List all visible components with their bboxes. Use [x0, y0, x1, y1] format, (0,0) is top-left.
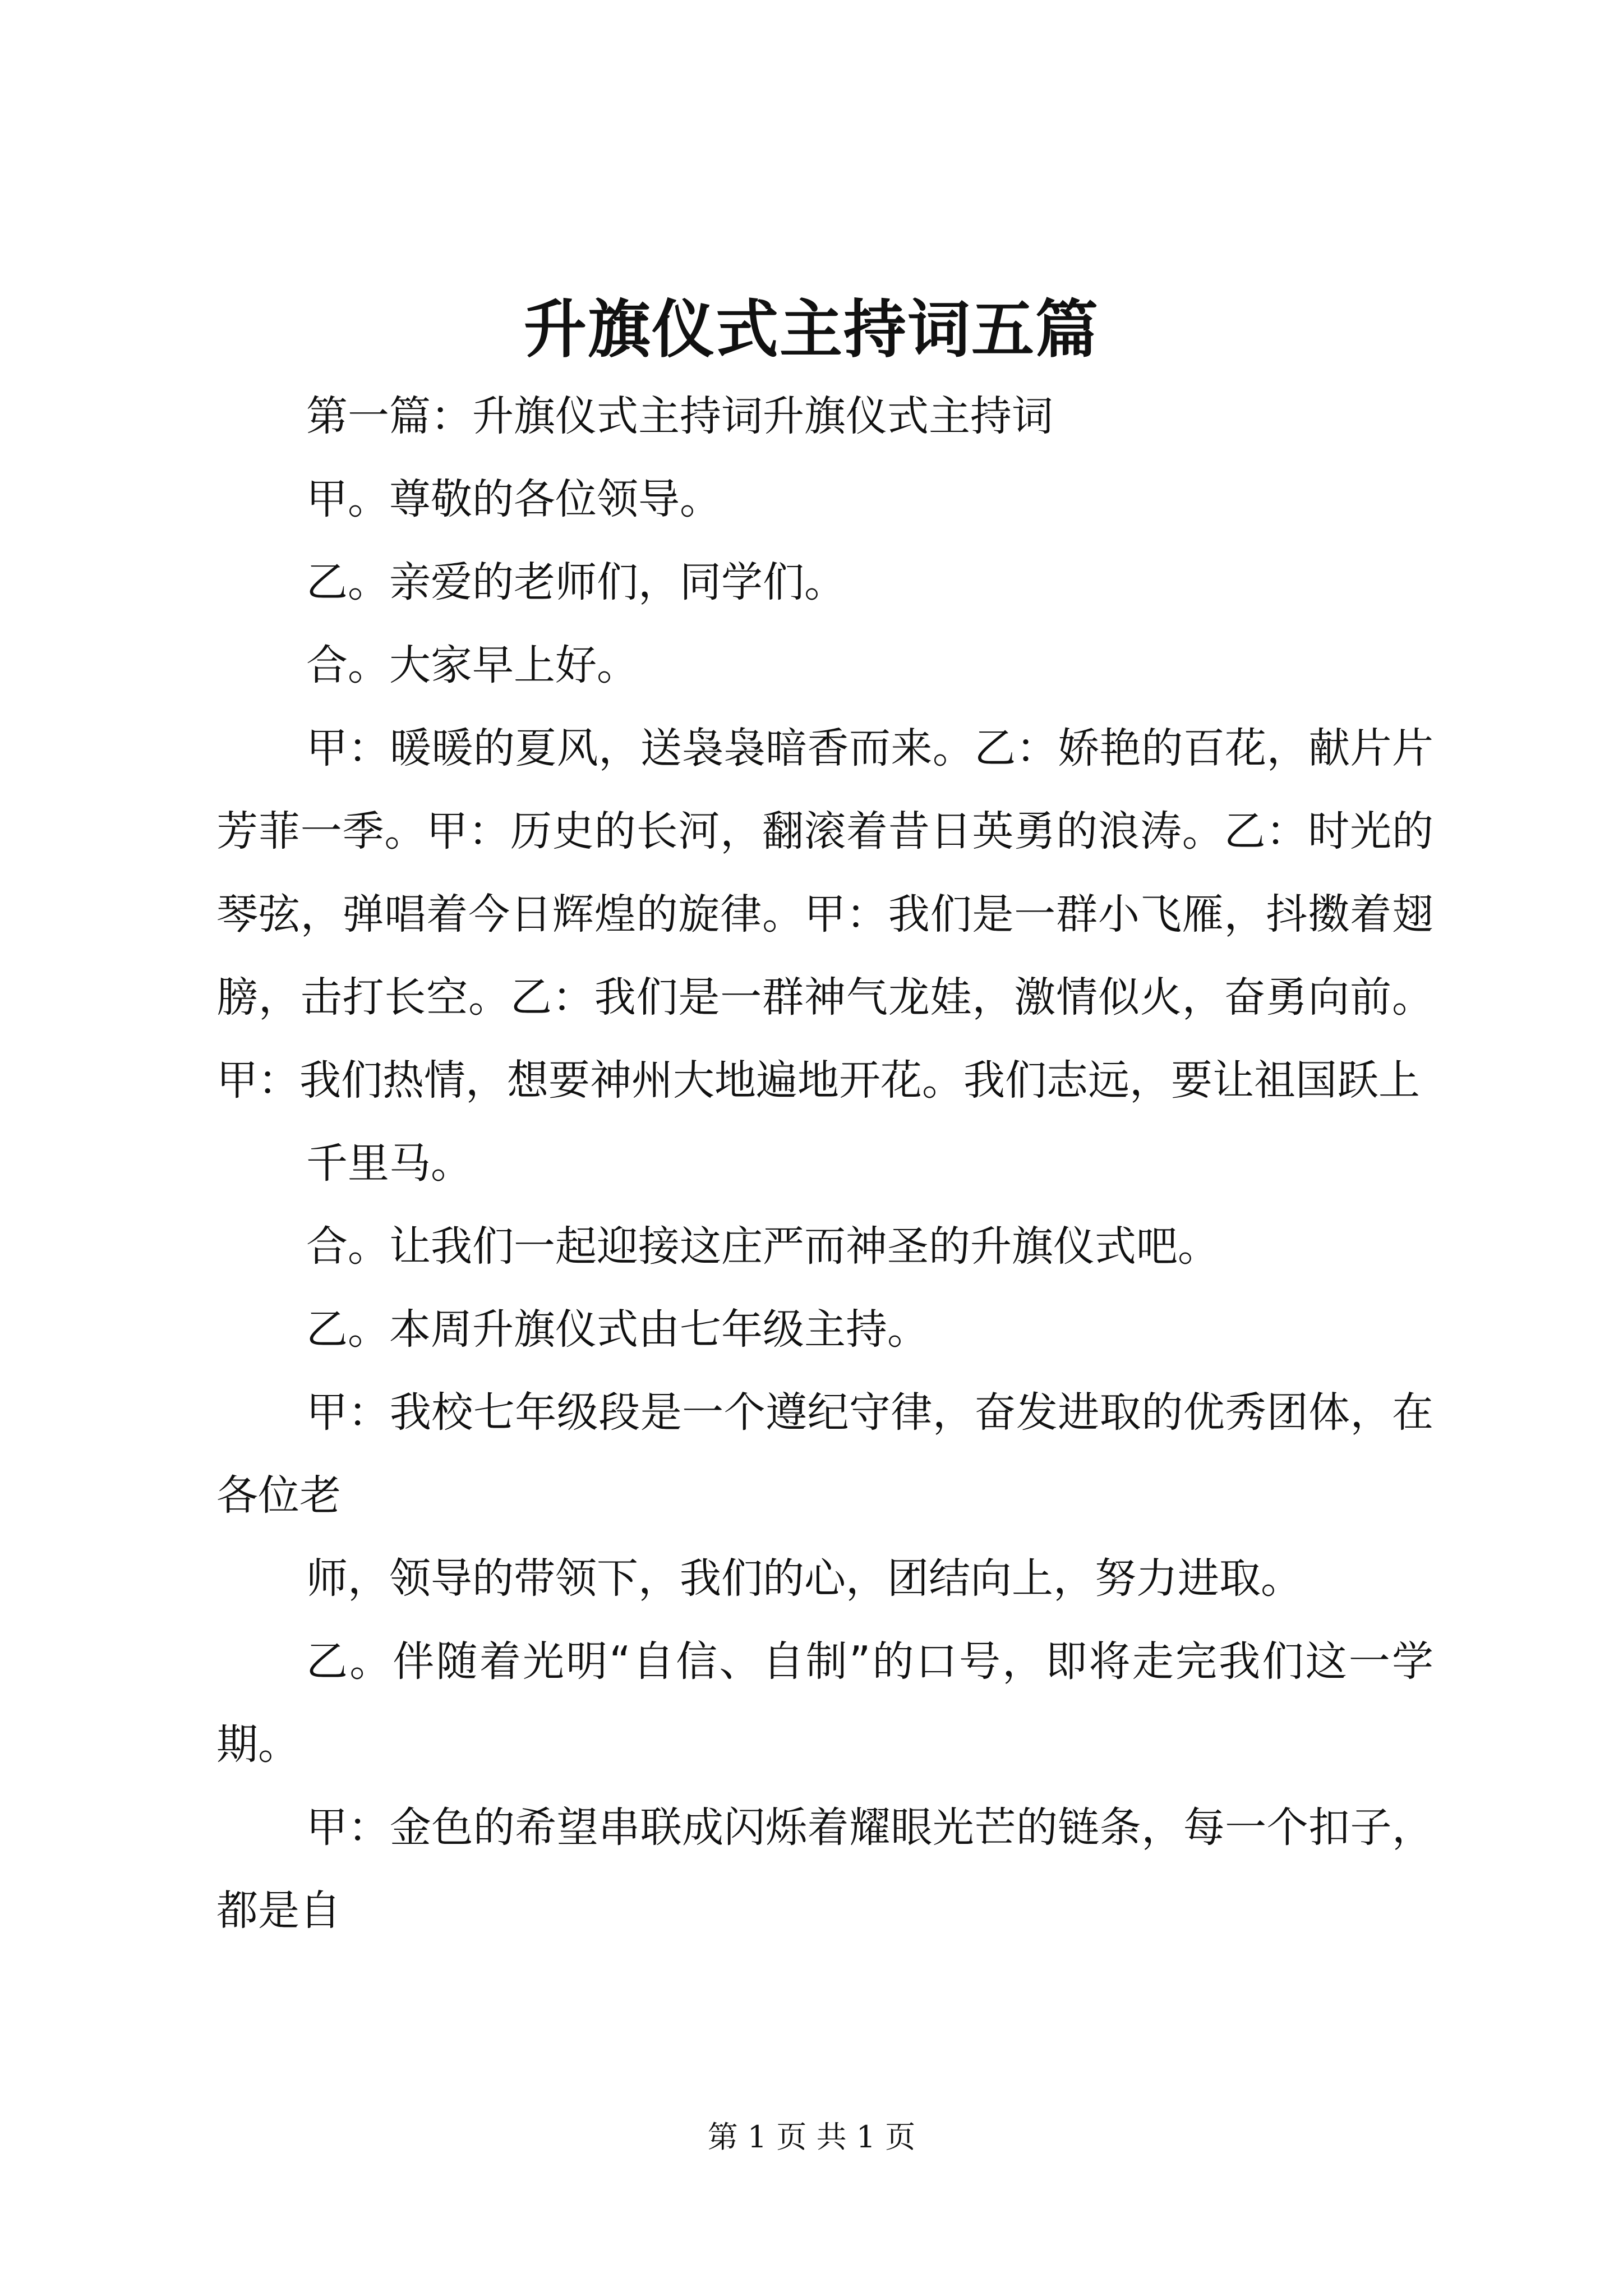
paragraph: 合。让我们一起迎接这庄严而神圣的升旗仪式吧。 — [306, 1222, 1219, 1271]
page-footer: 第 1 页 共 1 页 — [707, 2119, 916, 2155]
paragraph: 甲：暖暖的夏风，送袅袅暗香而来。乙：娇艳的百花，献片片芳菲一季。甲：历史的长河，翻滚着昔日英勇的浪涛。乙：时光的琴弦，弹唱着今日辉煌的旋律。甲：我们是一群小飞雁，抖擞着翅膀，击打长空。乙：我们是一群神气龙娃，激情似火，奋勇向前。甲：我们热情，想要神州大地遍地开花。我们志远，要让祖国跃上 — [216, 724, 1433, 1105]
paragraph: 乙。亲爱的老师们，同学们。 — [306, 558, 846, 606]
paragraph: 乙。伴随着光明“自信、自制”的口号，即将走完我们这一学期。 — [216, 1637, 1433, 1769]
paragraph: 师，领导的带领下，我们的心，团结向上，努力进取。 — [306, 1554, 1302, 1603]
paragraph: 合。大家早上好。 — [306, 641, 638, 689]
paragraph: 甲：我校七年级段是一个遵纪守律，奋发进取的优秀团体，在各位老 — [216, 1388, 1433, 1520]
paragraph: 乙。本周升旗仪式由七年级主持。 — [306, 1305, 929, 1354]
paragraph: 甲。尊敬的各位领导。 — [306, 475, 721, 523]
paragraph: 甲：金色的希望串联成闪烁着耀眼光芒的链条，每一个扣子，都是自 — [216, 1803, 1433, 1935]
paragraph: 千里马。 — [306, 1139, 472, 1188]
paragraph: 第一篇：升旗仪式主持词升旗仪式主持词 — [306, 392, 1053, 440]
document-title: 升旗仪式主持词五篇 — [524, 293, 1099, 366]
document-body — [216, 375, 1433, 1952]
